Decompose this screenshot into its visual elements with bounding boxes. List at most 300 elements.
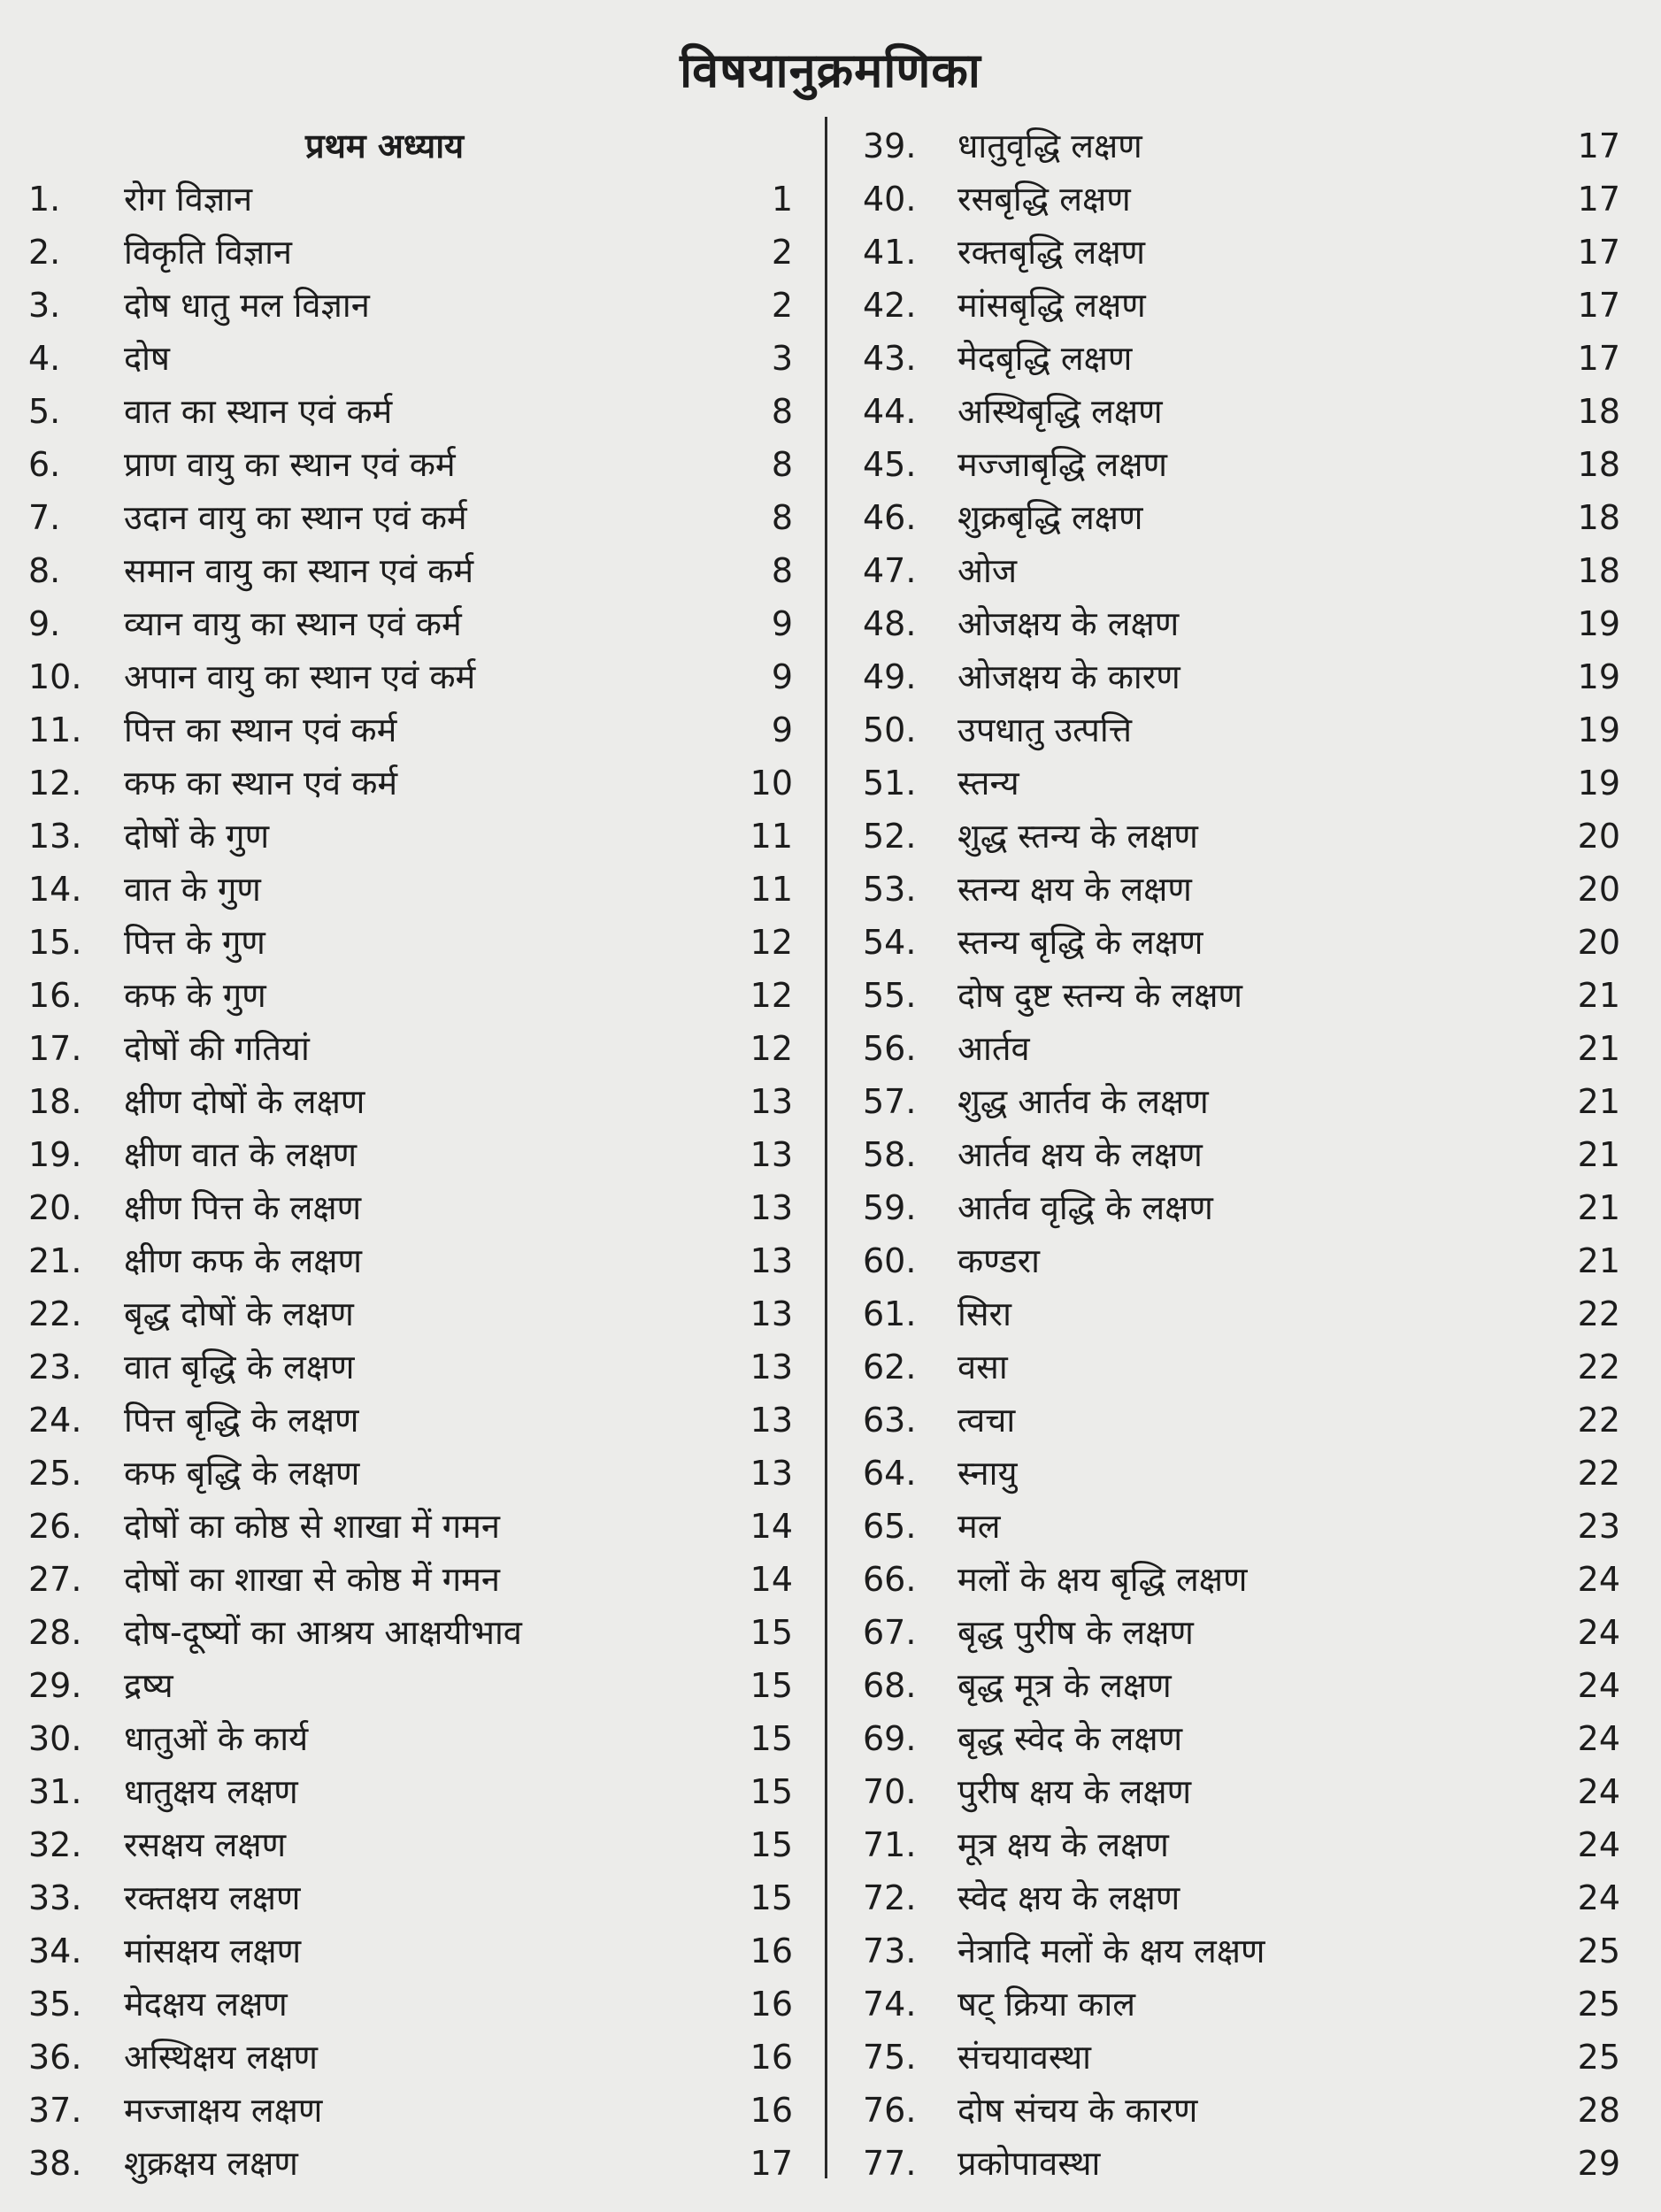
entry-page: 20	[1577, 923, 1620, 962]
toc-entry	[836, 1500, 1659, 1553]
entry-page: 23	[1577, 1507, 1620, 1546]
entry-page: 21	[1577, 1135, 1620, 1174]
entry-title: मेदबृद्धि लक्षण	[957, 339, 1133, 378]
entry-title: कफ के गुण	[124, 976, 266, 1015]
entry-title: क्षीण वात के लक्षण	[124, 1135, 358, 1174]
entry-page: 13	[750, 1082, 793, 1121]
entry-number: 25.	[28, 1454, 82, 1493]
entry-number: 74.	[863, 1985, 917, 2024]
entry-number: 6.	[28, 445, 61, 484]
toc-entry	[836, 1818, 1659, 1871]
entry-page: 22	[1577, 1348, 1620, 1386]
toc-entry	[0, 810, 823, 863]
toc-entry	[0, 703, 823, 757]
toc-entry	[836, 1022, 1659, 1075]
entry-page: 13	[750, 1401, 793, 1440]
entry-title: वात बृद्धि के लक्षण	[124, 1348, 355, 1386]
toc-entry	[836, 1924, 1659, 1978]
entry-page: 17	[1577, 233, 1620, 272]
entry-number: 41.	[863, 233, 917, 272]
entry-number: 70.	[863, 1772, 917, 1811]
entry-title: वात का स्थान एवं कर्म	[124, 392, 393, 431]
toc-entry	[836, 2137, 1659, 2190]
entry-number: 49.	[863, 657, 917, 696]
entry-number: 39.	[863, 127, 917, 165]
entry-title: धातुक्षय लक्षण	[124, 1772, 298, 1811]
entry-page: 17	[750, 2144, 793, 2183]
entry-title: मांसबृद्धि लक्षण	[957, 286, 1146, 325]
entry-title: मेदक्षय लक्षण	[124, 1985, 288, 2024]
entry-page: 24	[1577, 1613, 1620, 1652]
entry-number: 3.	[28, 286, 61, 325]
toc-entry	[836, 1447, 1659, 1500]
toc-left-column	[0, 119, 823, 2190]
entry-title: पित्त का स्थान एवं कर्म	[124, 710, 397, 749]
entry-number: 63.	[863, 1401, 917, 1440]
entry-number: 57.	[863, 1082, 917, 1121]
toc-entry	[0, 438, 823, 491]
entry-page: 22	[1577, 1401, 1620, 1440]
entry-title: दोष धातु मल विज्ञान	[124, 286, 370, 325]
toc-entry	[0, 757, 823, 810]
entry-title: संचयावस्था	[957, 2038, 1091, 2077]
entry-title: षट् क्रिया काल	[957, 1985, 1135, 2024]
entry-title: वात के गुण	[124, 870, 261, 909]
entry-number: 18.	[28, 1082, 82, 1121]
entry-title: पित्त बृद्धि के लक्षण	[124, 1401, 359, 1440]
entry-number: 75.	[863, 2038, 917, 2077]
toc-entry	[0, 1871, 823, 1924]
entry-number: 32.	[28, 1825, 82, 1864]
toc-entry	[0, 1606, 823, 1659]
entry-page: 28	[1577, 2091, 1620, 2130]
entry-page: 21	[1577, 976, 1620, 1015]
entry-title: बृद्ध दोषों के लक्षण	[124, 1294, 354, 1333]
entry-number: 50.	[863, 710, 917, 749]
entry-number: 22.	[28, 1294, 82, 1333]
toc-entry	[836, 119, 1659, 173]
entry-page: 15	[750, 1613, 793, 1652]
entry-title: आर्तव क्षय के लक्षण	[957, 1135, 1203, 1174]
entry-page: 25	[1577, 1932, 1620, 1970]
toc-entry	[836, 1128, 1659, 1181]
entry-number: 20.	[28, 1188, 82, 1227]
entry-title: दोष दुष्ट स्तन्य के लक्षण	[957, 976, 1243, 1015]
entry-page: 24	[1577, 1878, 1620, 1917]
entry-number: 42.	[863, 286, 917, 325]
toc-entry	[0, 863, 823, 916]
entry-title: कण्डरा	[957, 1241, 1040, 1280]
entry-number: 15.	[28, 923, 82, 962]
toc-entry	[836, 650, 1659, 703]
entry-page: 19	[1577, 710, 1620, 749]
entry-title: पित्त के गुण	[124, 923, 265, 962]
toc-entry	[836, 2031, 1659, 2084]
entry-page: 13	[750, 1348, 793, 1386]
entry-page: 1	[771, 180, 793, 219]
toc-entry	[836, 226, 1659, 279]
entry-page: 3	[771, 339, 793, 378]
entry-page: 14	[750, 1507, 793, 1546]
entry-page: 13	[750, 1454, 793, 1493]
entry-number: 76.	[863, 2091, 917, 2130]
entry-number: 28.	[28, 1613, 82, 1652]
entry-number: 60.	[863, 1241, 917, 1280]
toc-entry	[0, 226, 823, 279]
entry-title: मज्जाक्षय लक्षण	[124, 2091, 323, 2130]
toc-entry	[0, 2137, 823, 2190]
entry-title: ओजक्षय के कारण	[957, 657, 1180, 696]
entry-title: विकृति विज्ञान	[124, 233, 292, 272]
entry-title: दोषों के गुण	[124, 817, 270, 856]
entry-number: 5.	[28, 392, 61, 431]
toc-entry	[836, 279, 1659, 332]
entry-number: 52.	[863, 817, 917, 856]
entry-page: 24	[1577, 1666, 1620, 1705]
column-divider	[825, 117, 827, 2178]
entry-title: मूत्र क्षय के लक्षण	[957, 1825, 1169, 1864]
entry-page: 29	[1577, 2144, 1620, 2183]
entry-page: 16	[750, 2091, 793, 2130]
entry-title: प्रकोपावस्था	[957, 2144, 1101, 2183]
entry-page: 15	[750, 1825, 793, 1864]
entry-number: 54.	[863, 923, 917, 962]
toc-entry	[836, 544, 1659, 597]
toc-entry	[836, 1659, 1659, 1712]
entry-page: 9	[771, 710, 793, 749]
toc-entry	[836, 1712, 1659, 1765]
toc-entry	[0, 1340, 823, 1394]
toc-entry	[0, 2031, 823, 2084]
entry-page: 13	[750, 1294, 793, 1333]
entry-title: आर्तव	[957, 1029, 1030, 1068]
entry-number: 13.	[28, 817, 82, 856]
entry-page: 24	[1577, 1772, 1620, 1811]
entry-title: रसबृद्धि लक्षण	[957, 180, 1131, 219]
entry-page: 22	[1577, 1294, 1620, 1333]
toc-entry	[0, 1394, 823, 1447]
entry-number: 68.	[863, 1666, 917, 1705]
entry-title: उपधातु उत्पत्ति	[957, 710, 1132, 749]
entry-page: 21	[1577, 1029, 1620, 1068]
entry-number: 65.	[863, 1507, 917, 1546]
entry-number: 55.	[863, 976, 917, 1015]
entry-title: स्तन्य क्षय के लक्षण	[957, 870, 1192, 909]
entry-title: आर्तव वृद्धि के लक्षण	[957, 1188, 1213, 1227]
toc-entry	[0, 1075, 823, 1128]
entry-number: 44.	[863, 392, 917, 431]
entry-title: दोषों का कोष्ठ से शाखा में गमन	[124, 1507, 500, 1546]
entry-page: 2	[771, 233, 793, 272]
entry-page: 15	[750, 1878, 793, 1917]
entry-page: 19	[1577, 657, 1620, 696]
toc-entry	[0, 2084, 823, 2137]
entry-page: 18	[1577, 445, 1620, 484]
entry-number: 61.	[863, 1294, 917, 1333]
entry-title: स्तन्य	[957, 764, 1019, 803]
toc-entry	[836, 757, 1659, 810]
entry-number: 16.	[28, 976, 82, 1015]
entry-number: 21.	[28, 1241, 82, 1280]
toc-entry	[836, 173, 1659, 226]
entry-title: मांसक्षय लक्षण	[124, 1932, 302, 1970]
entry-number: 17.	[28, 1029, 82, 1068]
entry-number: 30.	[28, 1719, 82, 1758]
toc-entry	[836, 916, 1659, 969]
entry-number: 14.	[28, 870, 82, 909]
entry-title: स्तन्य बृद्धि के लक्षण	[957, 923, 1203, 962]
entry-title: शुद्ध स्तन्य के लक्षण	[957, 817, 1198, 856]
toc-entry	[836, 810, 1659, 863]
entry-title: रोग विज्ञान	[124, 180, 253, 219]
entry-title: मलों के क्षय बृद्धि लक्षण	[957, 1560, 1248, 1599]
entry-number: 2.	[28, 233, 61, 272]
entry-title: बृद्ध मूत्र के लक्षण	[957, 1666, 1172, 1705]
entry-page: 13	[750, 1241, 793, 1280]
entry-title: दोष-दूष्यों का आश्रय आक्षयीभाव	[124, 1613, 522, 1652]
toc-entry	[836, 1340, 1659, 1394]
entry-number: 67.	[863, 1613, 917, 1652]
entry-page: 19	[1577, 604, 1620, 643]
entry-number: 12.	[28, 764, 82, 803]
entry-page: 16	[750, 1985, 793, 2024]
entry-number: 47.	[863, 551, 917, 590]
entry-page: 17	[1577, 339, 1620, 378]
toc-entry	[0, 1022, 823, 1075]
entry-page: 24	[1577, 1719, 1620, 1758]
entry-number: 45.	[863, 445, 917, 484]
entry-number: 10.	[28, 657, 82, 696]
page-title: विषयानुक्रमणिका	[680, 42, 981, 98]
entry-number: 71.	[863, 1825, 917, 1864]
toc-entry	[0, 1234, 823, 1287]
toc-entry	[0, 1978, 823, 2031]
toc-entry	[836, 1978, 1659, 2031]
toc-entry	[0, 916, 823, 969]
entry-title: उदान वायु का स्थान एवं कर्म	[124, 498, 467, 537]
entry-title: रक्तक्षय लक्षण	[124, 1878, 301, 1917]
toc-entry	[0, 1287, 823, 1340]
entry-number: 29.	[28, 1666, 82, 1705]
entry-number: 72.	[863, 1878, 917, 1917]
entry-page: 11	[750, 817, 793, 856]
toc-entry	[836, 1553, 1659, 1606]
entry-title: प्राण वायु का स्थान एवं कर्म	[124, 445, 456, 484]
toc-entry	[836, 1234, 1659, 1287]
toc-entry	[0, 1553, 823, 1606]
entry-number: 4.	[28, 339, 61, 378]
entry-page: 17	[1577, 286, 1620, 325]
entry-number: 46.	[863, 498, 917, 537]
entry-title: अस्थिबृद्धि लक्षण	[957, 392, 1163, 431]
entry-title: क्षीण दोषों के लक्षण	[124, 1082, 365, 1121]
entry-page: 11	[750, 870, 793, 909]
entry-title: मज्जाबृद्धि लक्षण	[957, 445, 1167, 484]
toc-entry	[836, 703, 1659, 757]
entry-page: 18	[1577, 551, 1620, 590]
entry-page: 21	[1577, 1188, 1620, 1227]
entry-number: 11.	[28, 710, 82, 749]
toc-entry	[836, 1287, 1659, 1340]
entry-page: 25	[1577, 1985, 1620, 2024]
entry-number: 24.	[28, 1401, 82, 1440]
entry-page: 24	[1577, 1825, 1620, 1864]
toc-entry	[836, 491, 1659, 544]
entry-title: वसा	[957, 1348, 1008, 1386]
entry-number: 35.	[28, 1985, 82, 2024]
entry-number: 51.	[863, 764, 917, 803]
entry-number: 8.	[28, 551, 61, 590]
entry-page: 17	[1577, 180, 1620, 219]
entry-title: शुक्रबृद्धि लक्षण	[957, 498, 1143, 537]
entry-number: 58.	[863, 1135, 917, 1174]
entry-page: 10	[750, 764, 793, 803]
toc-entry	[836, 1765, 1659, 1818]
entry-page: 24	[1577, 1560, 1620, 1599]
entry-number: 69.	[863, 1719, 917, 1758]
entry-number: 33.	[28, 1878, 82, 1917]
toc-entry	[0, 544, 823, 597]
entry-number: 66.	[863, 1560, 917, 1599]
entry-page: 2	[771, 286, 793, 325]
entry-title: व्यान वायु का स्थान एवं कर्म	[124, 604, 462, 643]
entry-number: 26.	[28, 1507, 82, 1546]
entry-title: नेत्रादि मलों के क्षय लक्षण	[957, 1932, 1265, 1970]
entry-number: 27.	[28, 1560, 82, 1599]
toc-entry	[0, 385, 823, 438]
entry-page: 9	[771, 657, 793, 696]
entry-page: 20	[1577, 870, 1620, 909]
entry-page: 9	[771, 604, 793, 643]
toc-entry	[0, 1181, 823, 1234]
entry-title: धातुवृद्धि लक्षण	[957, 127, 1142, 165]
entry-page: 21	[1577, 1082, 1620, 1121]
entry-title: दोषों का शाखा से कोष्ठ में गमन	[124, 1560, 500, 1599]
toc-entry	[836, 438, 1659, 491]
entry-title: समान वायु का स्थान एवं कर्म	[124, 551, 474, 590]
entry-page: 19	[1577, 764, 1620, 803]
entry-title: ओजक्षय के लक्षण	[957, 604, 1180, 643]
entry-title: पुरीष क्षय के लक्षण	[957, 1772, 1192, 1811]
entry-title: दोषों की गतियां	[124, 1029, 310, 1068]
entry-title: शुक्रक्षय लक्षण	[124, 2144, 298, 2183]
entry-page: 8	[771, 498, 793, 537]
toc-entry	[0, 1128, 823, 1181]
entry-title: सिरा	[957, 1294, 1011, 1333]
entry-page: 8	[771, 392, 793, 431]
entry-title: रक्तबृद्धि लक्षण	[957, 233, 1146, 272]
entry-number: 73.	[863, 1932, 917, 1970]
toc-entry	[836, 1394, 1659, 1447]
entry-page: 15	[750, 1772, 793, 1811]
entry-page: 12	[750, 923, 793, 962]
entry-title: कफ का स्थान एवं कर्म	[124, 764, 398, 803]
toc-entry	[836, 1606, 1659, 1659]
entry-title: क्षीण पित्त के लक्षण	[124, 1188, 362, 1227]
entry-page: 8	[771, 551, 793, 590]
entry-number: 48.	[863, 604, 917, 643]
entry-title: मल	[957, 1507, 1001, 1546]
entry-page: 17	[1577, 127, 1620, 165]
toc-entry	[836, 863, 1659, 916]
toc-entry	[0, 969, 823, 1022]
entry-number: 62.	[863, 1348, 917, 1386]
entry-number: 59.	[863, 1188, 917, 1227]
entry-number: 40.	[863, 180, 917, 219]
entry-title: धातुओं के कार्य	[124, 1719, 309, 1758]
entry-number: 36.	[28, 2038, 82, 2077]
entry-number: 56.	[863, 1029, 917, 1068]
toc-entry	[836, 2084, 1659, 2137]
toc-entry	[0, 1447, 823, 1500]
toc-entry	[0, 491, 823, 544]
toc-entry	[0, 1818, 823, 1871]
entry-number: 19.	[28, 1135, 82, 1174]
entry-title: दोष संचय के कारण	[957, 2091, 1198, 2130]
toc-entry	[0, 1765, 823, 1818]
entry-number: 38.	[28, 2144, 82, 2183]
entry-page: 13	[750, 1135, 793, 1174]
entry-page: 12	[750, 1029, 793, 1068]
entry-page: 12	[750, 976, 793, 1015]
entry-page: 15	[750, 1719, 793, 1758]
entry-number: 43.	[863, 339, 917, 378]
entry-title: स्नायु	[957, 1454, 1018, 1493]
toc-entry	[0, 279, 823, 332]
toc-entry	[836, 1075, 1659, 1128]
section-heading: प्रथम अध्याय	[305, 127, 465, 165]
entry-page: 16	[750, 1932, 793, 1970]
toc-entry	[836, 385, 1659, 438]
toc-entry	[836, 332, 1659, 385]
entry-number: 37.	[28, 2091, 82, 2130]
entry-title: रसक्षय लक्षण	[124, 1825, 287, 1864]
entry-title: क्षीण कफ के लक्षण	[124, 1241, 362, 1280]
entry-page: 20	[1577, 817, 1620, 856]
entry-title: अपान वायु का स्थान एवं कर्म	[124, 657, 476, 696]
toc-entry	[0, 1924, 823, 1978]
entry-page: 21	[1577, 1241, 1620, 1280]
entry-page: 8	[771, 445, 793, 484]
toc-entry	[0, 1712, 823, 1765]
toc-right-column	[836, 119, 1659, 2190]
entry-page: 15	[750, 1666, 793, 1705]
entry-number: 23.	[28, 1348, 82, 1386]
entry-number: 34.	[28, 1932, 82, 1970]
entry-page: 13	[750, 1188, 793, 1227]
entry-number: 77.	[863, 2144, 917, 2183]
toc-entry	[0, 332, 823, 385]
entry-number: 64.	[863, 1454, 917, 1493]
entry-title: दोष	[124, 339, 170, 378]
entry-page: 14	[750, 1560, 793, 1599]
entry-number: 9.	[28, 604, 61, 643]
entry-page: 22	[1577, 1454, 1620, 1493]
toc-entry	[0, 1659, 823, 1712]
toc-entry	[836, 1181, 1659, 1234]
entry-number: 7.	[28, 498, 61, 537]
toc-entry	[836, 1871, 1659, 1924]
entry-page: 16	[750, 2038, 793, 2077]
entry-title: बृद्ध स्वेद के लक्षण	[957, 1719, 1183, 1758]
entry-number: 1.	[28, 180, 61, 219]
entry-title: अस्थिक्षय लक्षण	[124, 2038, 319, 2077]
entry-number: 31.	[28, 1772, 82, 1811]
entry-number: 53.	[863, 870, 917, 909]
entry-title: त्वचा	[957, 1401, 1016, 1440]
entry-title: बृद्ध पुरीष के लक्षण	[957, 1613, 1194, 1652]
toc-entry	[0, 173, 823, 226]
